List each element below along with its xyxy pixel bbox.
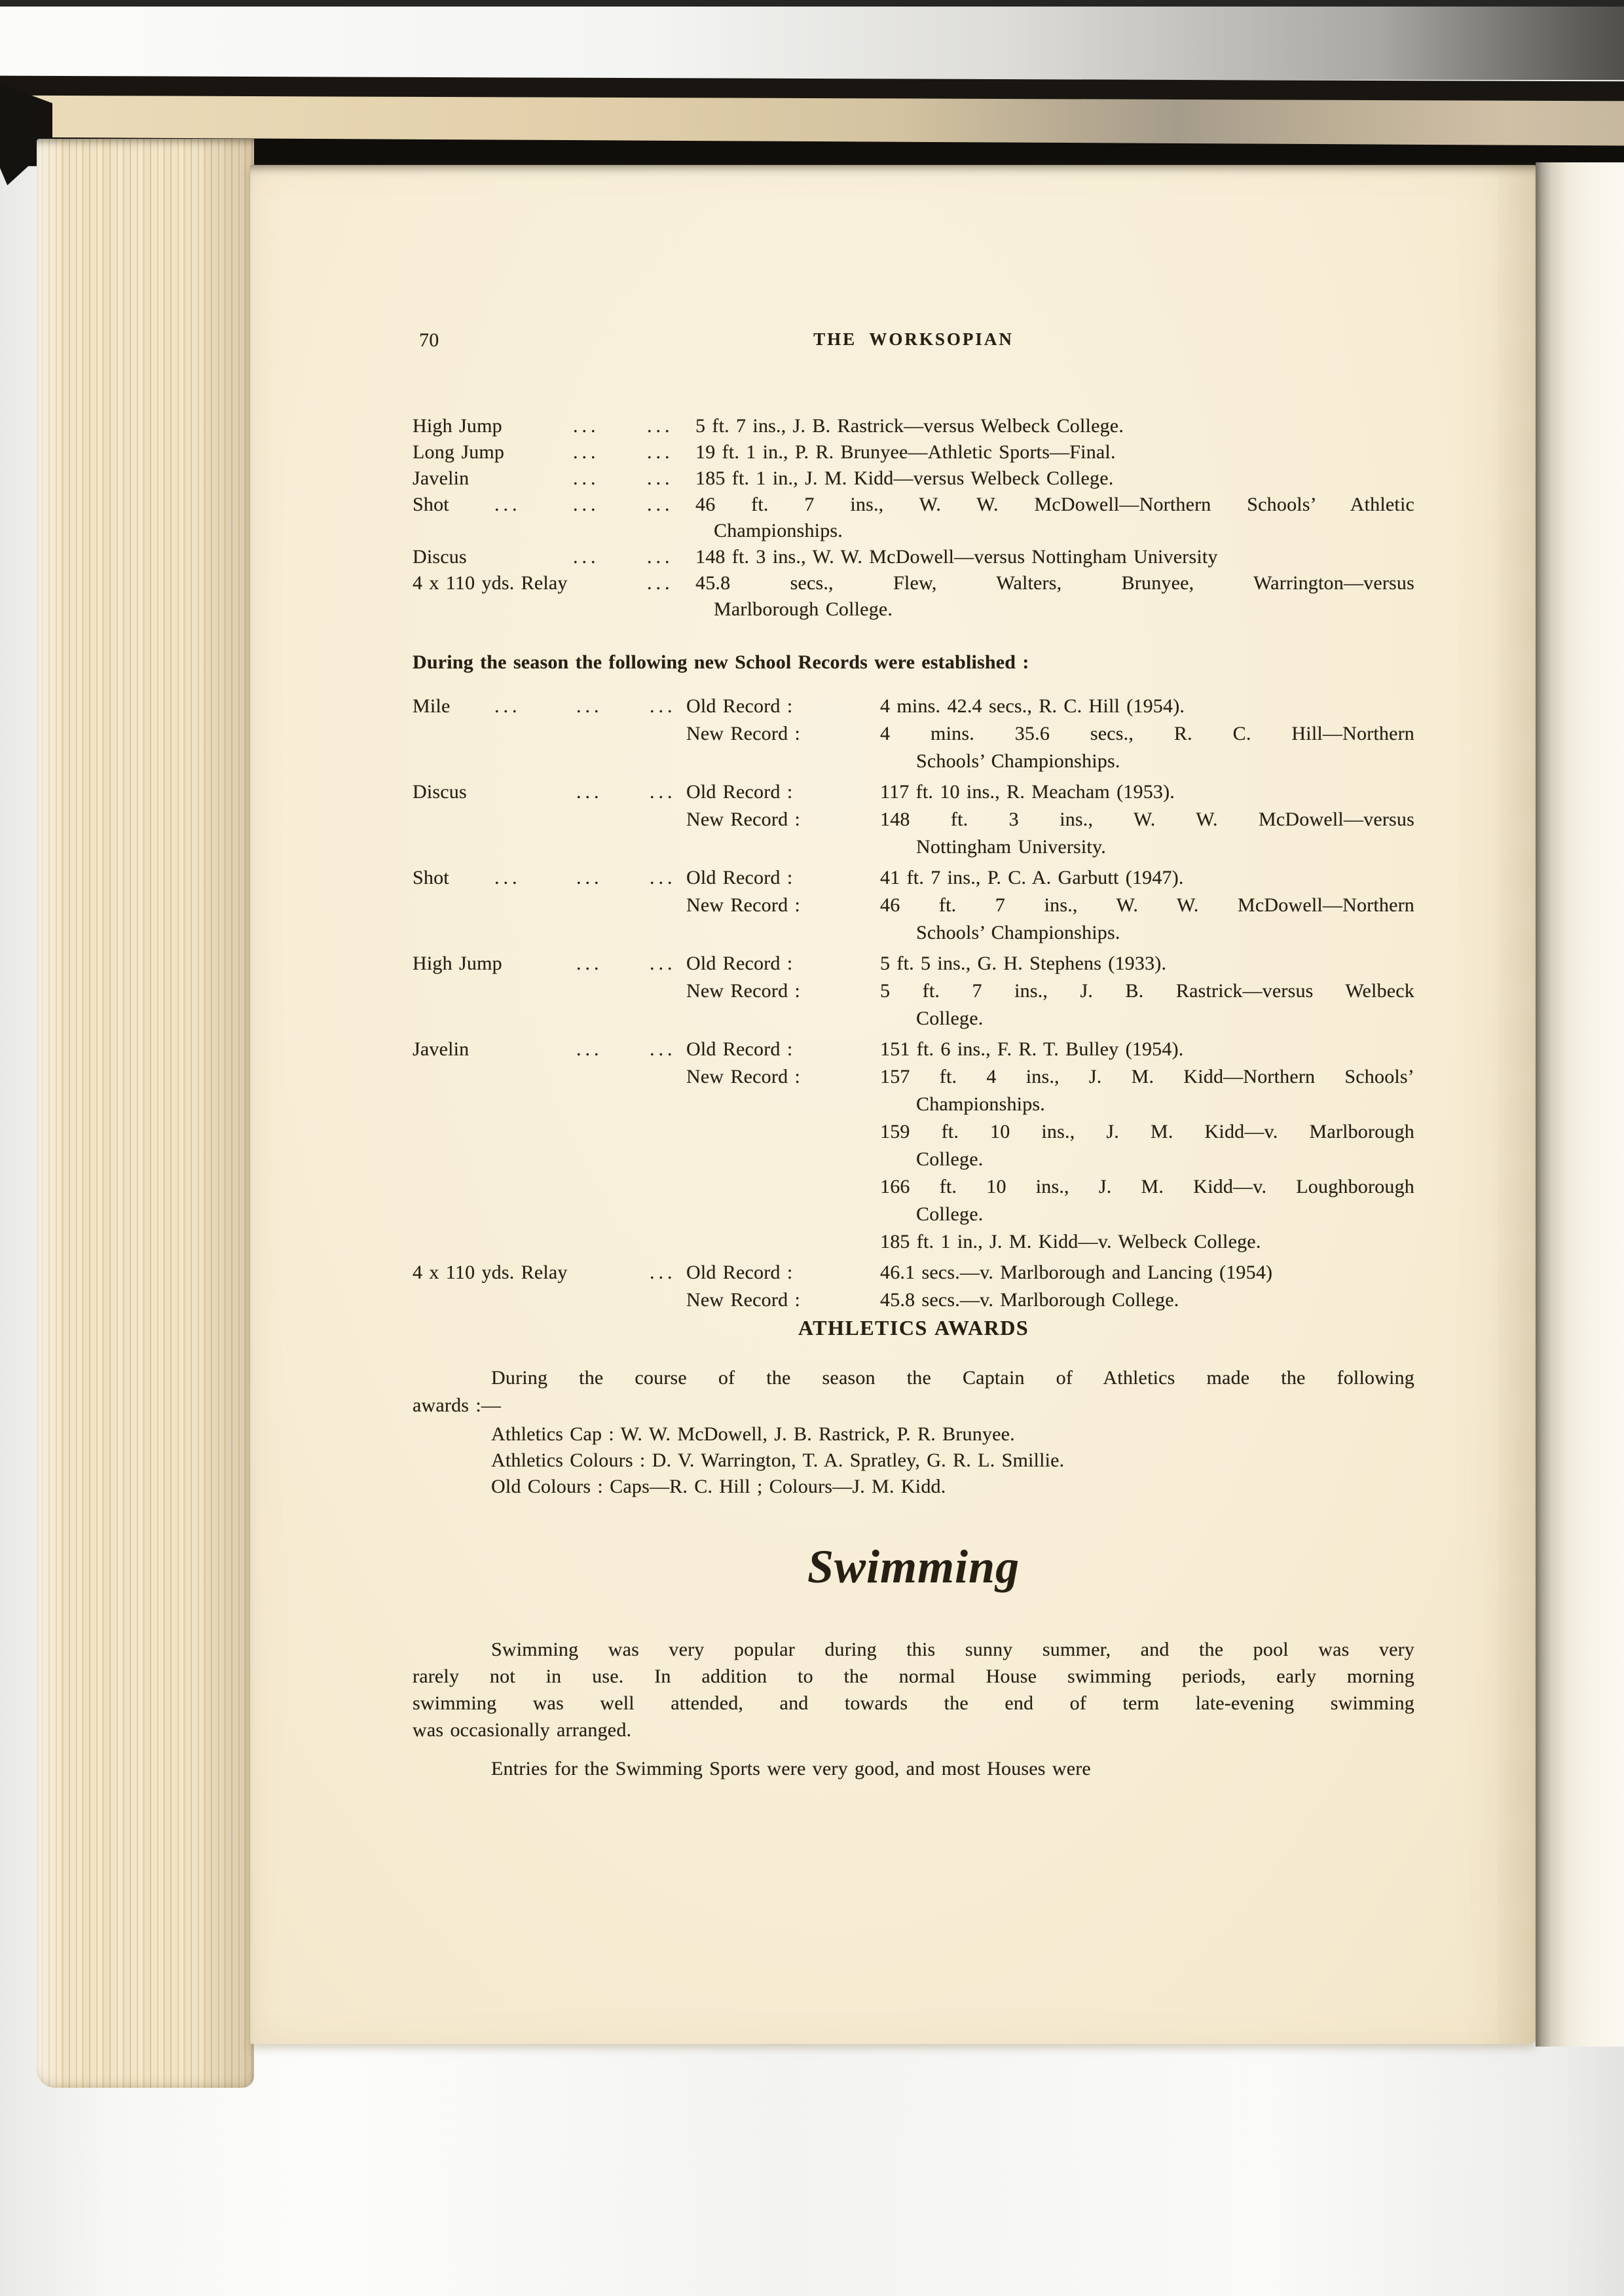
record-value: 4 mins. 42.4 secs., R. C. Hill (1954).: [880, 695, 1185, 717]
event-name: Long Jump: [413, 441, 505, 463]
dot-leaders: ...: [647, 415, 674, 437]
new-records-intro: During the season the following new School Records were established :: [413, 651, 1029, 673]
dot-leaders: ...: [494, 867, 521, 888]
record-value: 157 ft. 4 ins., J. M. Kidd—Northern Schools’: [880, 1066, 1414, 1087]
text-line: [413, 867, 1414, 894]
record-type-label: Old Record :: [686, 953, 793, 974]
record-value: 148 ft. 3 ins., W. W. McDowell—versus Nottingham University: [695, 546, 1218, 568]
text-line: [413, 750, 1414, 778]
record-type-label: Old Record :: [686, 1038, 793, 1060]
award-item: Athletics Colours : D. V. Warrington, T. A. Spratley, G. R. L. Smillie.: [491, 1449, 1065, 1471]
text-line: [413, 1758, 1414, 1785]
record-value: 45.8 secs., Flew, Walters, Brunyee, Warrington—versus: [695, 572, 1414, 594]
paragraph-line: swimming was well attended, and towards the end of term late-evening swimming: [413, 1692, 1414, 1714]
swimming-paragraph-2: [413, 1758, 1414, 1785]
dot-leaders: ...: [573, 494, 600, 515]
paragraph-line: Entries for the Swimming Sports were very good, and most Houses were: [491, 1758, 1091, 1779]
event-name: 4 x 110 yds. Relay: [413, 572, 568, 594]
dot-leaders: ...: [650, 953, 676, 974]
record-value: 46.1 secs.—v. Marlborough and Lancing (1954): [880, 1262, 1273, 1283]
dot-leaders: ...: [650, 695, 676, 717]
event-name: Shot: [413, 867, 449, 888]
text-line: [413, 980, 1414, 1008]
dot-leaders: ...: [647, 572, 674, 594]
record-value: Schools’ Championships.: [916, 750, 1120, 772]
record-type-label: New Record :: [686, 723, 801, 744]
event-name: Javelin: [413, 467, 470, 489]
athletics-awards-heading: ATHLETICS AWARDS: [798, 1316, 1029, 1339]
event-name: Shot: [413, 494, 449, 515]
dot-leaders: ...: [647, 467, 674, 489]
paragraph-line: rarely not in use. In addition to the normal House swimming periods, early morning: [413, 1666, 1414, 1687]
text-line: [413, 1038, 1414, 1066]
record-value: College.: [916, 1148, 984, 1170]
text-line: [413, 1666, 1414, 1692]
text-line: [413, 415, 1414, 441]
swimming-heading: Swimming: [807, 1540, 1020, 1593]
dot-leaders: ...: [647, 494, 674, 515]
dot-leaders: ...: [576, 781, 603, 803]
dot-leaders: ...: [573, 441, 600, 463]
record-value: Nottingham University.: [916, 836, 1106, 858]
record-value: 19 ft. 1 in., P. R. Brunyee—Athletic Sports—Final.: [695, 441, 1116, 463]
record-type-label: New Record :: [686, 1066, 801, 1087]
record-value: 185 ft. 1 in., J. M. Kidd—v. Welbeck College.: [880, 1231, 1261, 1252]
new-school-records-table: [413, 695, 1414, 1317]
text-line: [413, 1176, 1414, 1203]
record-value: 5 ft. 7 ins., J. B. Rastrick—versus Welbeck College.: [695, 415, 1124, 437]
text-line: [413, 520, 1414, 546]
dot-leaders: ...: [576, 1038, 603, 1060]
text-line: [413, 1423, 1414, 1449]
record-value: 5 ft. 7 ins., J. B. Rastrick—versus Welbeck: [880, 980, 1414, 1002]
printed-content: [413, 0, 1414, 2296]
dot-leaders: ...: [494, 695, 521, 717]
record-type-label: New Record :: [686, 894, 801, 916]
dot-leaders: ...: [573, 415, 600, 437]
record-type-label: Old Record :: [686, 867, 793, 888]
dot-leaders: ...: [647, 546, 674, 568]
text-line: [413, 1639, 1414, 1666]
dot-leaders: ...: [650, 1038, 676, 1060]
record-value: 185 ft. 1 in., J. M. Kidd—versus Welbeck College.: [695, 467, 1114, 489]
record-type-label: New Record :: [686, 809, 801, 830]
page-number: 70: [419, 329, 439, 351]
record-value: 45.8 secs.—v. Marlborough College.: [880, 1289, 1179, 1311]
record-value: Championships.: [714, 520, 843, 541]
running-title: THE WORKSOPIAN: [813, 329, 1014, 349]
text-line: [413, 441, 1414, 467]
text-line: [413, 1066, 1414, 1093]
event-name: Javelin: [413, 1038, 470, 1060]
text-line: [413, 836, 1414, 864]
dot-leaders: ...: [573, 546, 600, 568]
event-name: Mile: [413, 695, 451, 717]
text-line: [413, 809, 1414, 836]
event-name: High Jump: [413, 415, 502, 437]
text-line: [413, 1289, 1414, 1317]
text-line: [413, 494, 1414, 520]
awards-list: [413, 1423, 1414, 1502]
award-item: Old Colours : Caps—R. C. Hill ; Colours—J. M. Kidd.: [491, 1476, 946, 1497]
record-type-label: Old Record :: [686, 781, 793, 803]
event-name: 4 x 110 yds. Relay: [413, 1262, 568, 1283]
binding-gutter: [1536, 162, 1624, 2047]
event-name: High Jump: [413, 953, 502, 974]
record-value: College.: [916, 1203, 984, 1225]
text-line: [413, 467, 1414, 494]
text-line: [413, 723, 1414, 750]
record-value: Schools’ Championships.: [916, 922, 1120, 943]
paragraph-line: During the course of the season the Captain of Athletics made the following: [491, 1367, 1414, 1389]
record-value: 46 ft. 7 ins., W. W. McDowell—Northern Schools’ Athletic: [695, 494, 1414, 515]
dot-leaders: ...: [573, 467, 600, 489]
dot-leaders: ...: [650, 781, 676, 803]
text-line: [413, 1121, 1414, 1148]
paragraph-line: awards :—: [413, 1394, 502, 1416]
text-line: [413, 1476, 1414, 1502]
text-line: [413, 1231, 1414, 1258]
record-value: 151 ft. 6 ins., F. R. T. Bulley (1954).: [880, 1038, 1184, 1060]
dot-leaders: ...: [576, 695, 603, 717]
dot-leaders: ...: [647, 441, 674, 463]
dot-leaders: ...: [576, 867, 603, 888]
text-line: [413, 953, 1414, 980]
page-header: [413, 329, 1414, 358]
text-line: [413, 1367, 1414, 1394]
record-value: Marlborough College.: [714, 598, 893, 620]
school-records-list: [413, 415, 1414, 625]
paragraph-line: was occasionally arranged.: [413, 1719, 632, 1741]
dot-leaders: ...: [650, 1262, 676, 1283]
record-value: 4 mins. 35.6 secs., R. C. Hill—Northern: [880, 723, 1414, 744]
event-name: Discus: [413, 546, 467, 568]
page-stack-edges: [37, 139, 254, 2088]
text-line: [413, 546, 1414, 572]
dot-leaders: ...: [576, 953, 603, 974]
dot-leaders: ...: [650, 867, 676, 888]
record-type-label: New Record :: [686, 1289, 801, 1311]
record-value: 166 ft. 10 ins., J. M. Kidd—v. Loughborough: [880, 1176, 1414, 1197]
record-value: 5 ft. 5 ins., G. H. Stephens (1933).: [880, 953, 1167, 974]
text-line: [413, 572, 1414, 598]
event-name: Discus: [413, 781, 467, 803]
record-type-label: Old Record :: [686, 1262, 793, 1283]
record-value: 148 ft. 3 ins., W. W. McDowell—versus: [880, 809, 1414, 830]
swimming-paragraph-1: [413, 1639, 1414, 1746]
text-line: [413, 1148, 1414, 1176]
text-line: [413, 1449, 1414, 1476]
text-line: [413, 781, 1414, 809]
text-line: [413, 1262, 1414, 1289]
record-value: 41 ft. 7 ins., P. C. A. Garbutt (1947).: [880, 867, 1184, 888]
text-line: [413, 894, 1414, 922]
record-value: Championships.: [916, 1093, 1045, 1115]
record-value: 159 ft. 10 ins., J. M. Kidd—v. Marlborough: [880, 1121, 1414, 1142]
awards-intro-paragraph: [413, 1367, 1414, 1422]
text-line: [413, 598, 1414, 625]
text-line: [413, 1692, 1414, 1719]
record-value: 46 ft. 7 ins., W. W. McDowell—Northern: [880, 894, 1414, 916]
record-type-label: Old Record :: [686, 695, 793, 717]
text-line: [413, 695, 1414, 723]
record-value: 117 ft. 10 ins., R. Meacham (1953).: [880, 781, 1175, 803]
text-line: [413, 1394, 1414, 1422]
text-line: [413, 1203, 1414, 1231]
text-line: [413, 1719, 1414, 1746]
text-line: [413, 1008, 1414, 1035]
award-item: Athletics Cap : W. W. McDowell, J. B. Rastrick, P. R. Brunyee.: [491, 1423, 1015, 1445]
record-value: College.: [916, 1008, 984, 1029]
dot-leaders: ...: [494, 494, 521, 515]
paragraph-line: Swimming was very popular during this sunny summer, and the pool was very: [491, 1639, 1414, 1660]
text-line: [413, 1093, 1414, 1121]
text-line: [413, 922, 1414, 949]
record-type-label: New Record :: [686, 980, 801, 1002]
